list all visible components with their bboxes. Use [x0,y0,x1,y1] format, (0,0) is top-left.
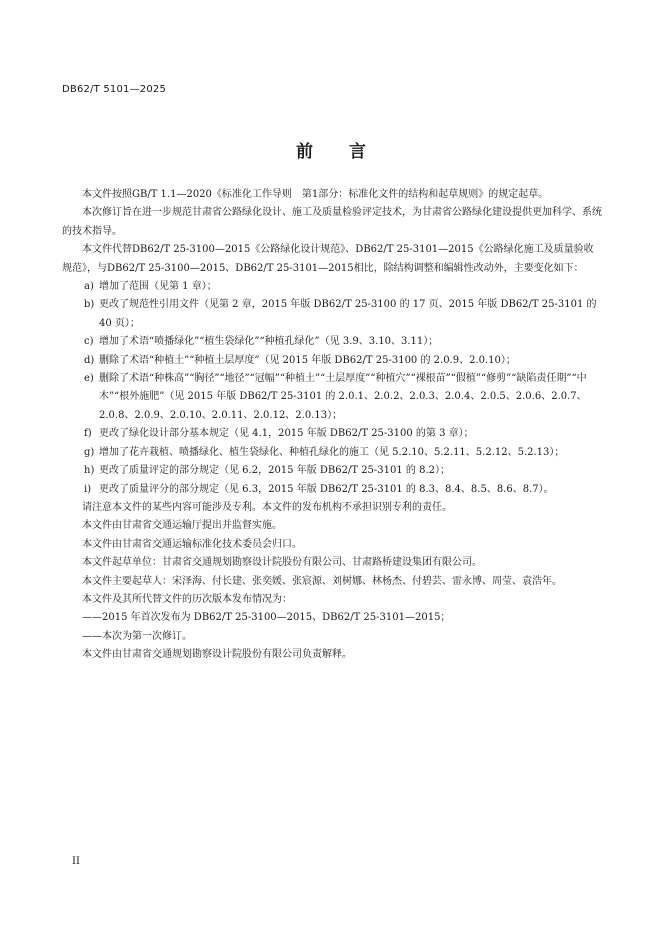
change-item [62,333,602,351]
change-text: 增加了范围（见第 1 章）； [99,281,217,293]
change-marker: a) [84,281,94,293]
change-item [62,352,602,370]
change-marker: d) [84,354,95,366]
title-char-2: 言 [349,142,366,162]
paragraph-proposer: 本文件由甘肃省交通运输厅提出并监督实施。 [82,520,282,532]
paragraph-drafting-units: 本文件起草单位：甘肃省交通规划勘察设计院股份有限公司、甘肃路桥建设集团有限公司。 [82,557,482,569]
change-item [62,370,602,425]
change-item [62,425,602,443]
change-marker: e) [84,373,94,385]
page-number: II [72,856,80,867]
change-marker: g) [84,446,95,458]
change-marker: b) [84,299,95,311]
change-text: 更改了规范性引用文件（见第 2 章，2015 年版 DB62/T 25-3100 的 17 页、2015 年版 DB62/T 25-3101 的 40 页）； [99,299,597,329]
change-text: 删除了术语“种株高”“胸径”“地径”“冠幅”“种植土”“土层厚度”“种植穴”“裸根苗”“假植”“修剪”“缺陷责任期”“中木”“根外施肥”（见 2015 年版 DB62/T 25-3101 的 2.0.1、2.0.2、2.0.3、2.0.4、2.0.5、2.0.6、2.0.7、2.0.8、2.0.9、2.0.10、2.0.11、2.0.12、2.0.13）； [99,373,587,421]
paragraph-history-revision: ——本次为第一次修订。 [82,630,192,642]
change-item [62,462,602,480]
paragraph-history-2015: ——2015 年首次发布为 DB62/T 25-3100—2015、DB62/T 25-3101—2015； [82,612,451,624]
change-text: 删除了术语“种植土”“种植土层厚度”（见 2015 年版 DB62/T 25-3100 的 2.0.9、2.0.10）； [99,354,516,366]
change-marker: h) [84,465,95,477]
page-title [0,137,662,162]
paragraph-history-intro: 本文件及其所代替文件的历次版本发布情况为： [82,593,292,605]
change-item [62,278,602,296]
standard-code: DB62/T 5101—2025 [62,84,167,95]
change-marker: f) [84,428,92,440]
change-marker: c) [84,336,94,348]
paragraph-interpretation: 本文件由甘肃省交通规划勘察设计院股份有限公司负责解释。 [82,649,352,661]
paragraph-purpose: 本次修订旨在进一步规范甘肃省公路绿化设计、施工及质量检验评定技术，为甘肃省公路绿化建设提供更加科学、系统的技术指导。 [62,207,602,237]
paragraph-replacement: 本文件代替DB62/T 25-3100—2015《公路绿化设计规范》、DB62/T 25-3101—2015《公路绿化施工及质量验收规范》，与DB62/T 25-3100—2015、DB62/T 25-3101—2015相比，除结构调整和编辑性改动外，主要变化如下： [62,244,594,274]
change-item [62,481,602,499]
change-item [62,444,602,462]
title-char-1: 前 [296,142,313,162]
foreword-body [62,186,602,665]
change-item [62,296,602,333]
paragraph-patent-notice: 请注意本文件的某些内容可能涉及专利。本文件的发布机构不承担识别专利的责任。 [82,501,452,513]
paragraph-committee: 本文件由甘肃省交通运输标准化技术委员会归口。 [82,538,302,550]
change-text: 更改了质量评定的部分规定（见 6.2，2015 年版 DB62/T 25-3101 的 8.2）； [99,465,451,477]
change-text: 更改了绿化设计部分基本规定（见 4.1，2015 年版 DB62/T 25-3100 的第 3 章）； [99,428,474,440]
change-text: 增加了术语“喷播绿化”“植生袋绿化”“种植孔绿化”（见 3.9、3.10、3.11）； [99,336,439,348]
paragraph-drafting-rule: 本文件按照GB/T 1.1—2020《标准化工作导则 第1部分：标准化文件的结构和起草规则》的规定起草。 [82,189,549,200]
paragraph-drafters: 本文件主要起草人：宋泽海、付长建、张奕媛、张宸源、刘树娜、林杨杰、付碧芸、雷永博、周莹、袁浩年。 [82,575,562,587]
change-text: 增加了花卉栽植、喷播绿化、植生袋绿化、种植孔绿化的施工（见 5.2.10、5.2.11、5.2.12、5.2.13）； [99,446,565,458]
change-marker: i) [84,483,92,495]
change-text: 更改了质量评分的部分规定（见 6.3，2015 年版 DB62/T 25-3101 的 8.3、8.4、8.5、8.6、8.7）。 [99,483,554,495]
